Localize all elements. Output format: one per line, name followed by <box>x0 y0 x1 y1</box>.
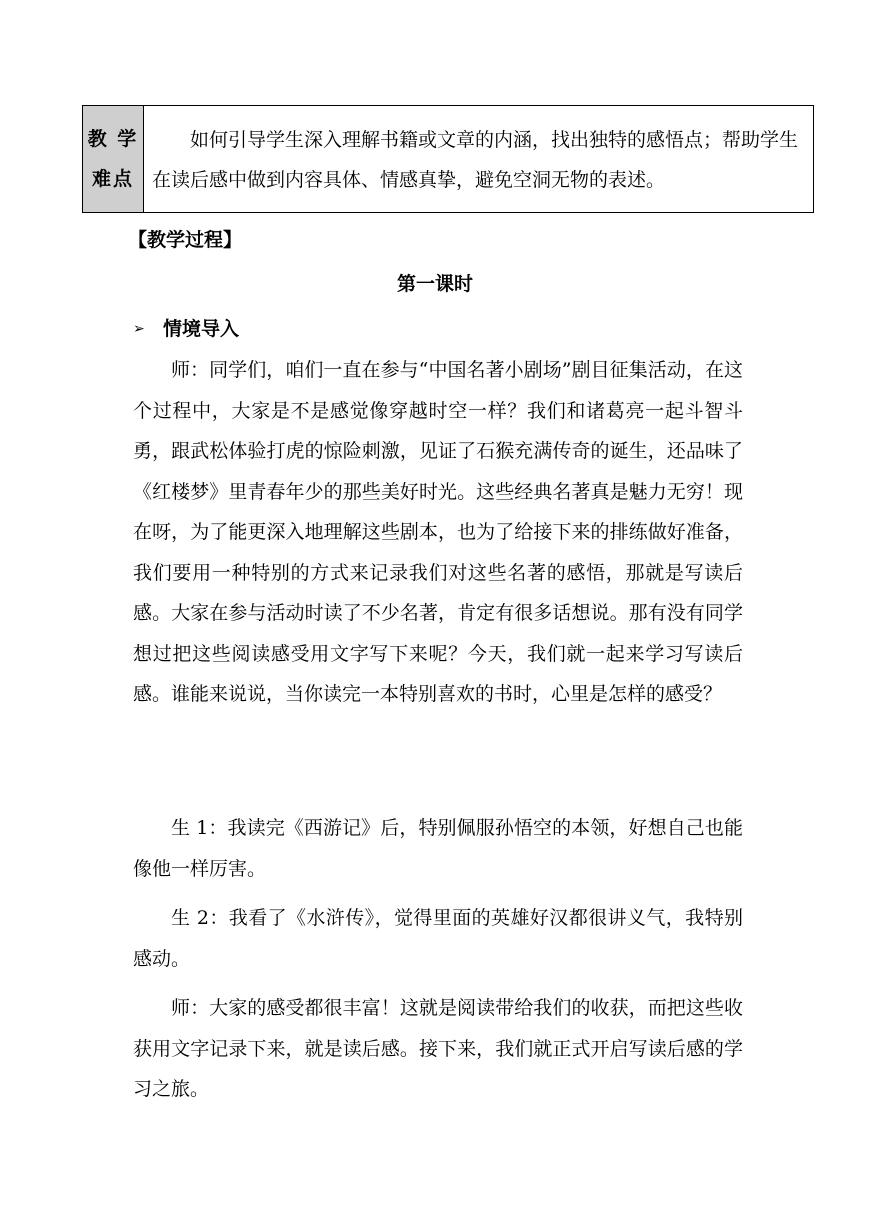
table-label-line1: 教 学 <box>87 128 139 150</box>
arrow-bullet-icon: ➢ <box>133 321 145 337</box>
paragraph: 师：同学们，咱们一直在参与“中国名著小剧场”剧目征集活动，在这个过程中，大家是不是感觉像穿越时空一样？我们和诸葛亮一起斗智斗勇，跟武松体验打虎的惊险刺激，见证了石猴充满传奇的诞生，还品味了《红楼梦》里青春年少的那些美好时光。这些经典名著真是魅力无穷！现在呀，为了能更深入地理解这些剧本，也为了给接下来的排练做好准备，我们要用一种特别的方式来记录我们对这些名著的感悟，那就是写读后感。大家在参与活动时读了不少名著，肯定有很多话想说。那有没有同学想过把这些阅读感受用文字写下来呢？今天，我们就一起来学习写读后感。谁能来说说，当你读完一本特别喜欢的书时，心里是怎样的感受？ <box>133 359 743 705</box>
subsection-title: 情境导入 <box>163 318 240 340</box>
table-label-line2: 难点 <box>91 168 134 190</box>
lesson-title: 第一课时 <box>396 273 473 295</box>
paragraph: 生 1：我读完《西游记》后，特别佩服孙悟空的本领，好想自己也能像他一样厉害。 <box>133 817 743 880</box>
table-label-cell <box>83 106 144 212</box>
subsection-heading <box>133 315 239 343</box>
paragraph: 生 2：我看了《水浒传》，觉得里面的英雄好汉都很讲义气，我特别感动。 <box>133 907 743 970</box>
table-content-cell: 如何引导学生深入理解书籍或文章的内涵，找出独特的感悟点；帮助学生在读后感中做到内容具体、情感真挚，避免空洞无物的表述。 <box>152 129 799 191</box>
paragraph: 师：大家的感受都很丰富！这就是阅读带给我们的收获，而把这些收获用文字记录下来，就是读后感。接下来，我们就正式开启写读后感的学习之旅。 <box>133 997 743 1100</box>
teaching-difficulty-table <box>82 105 814 213</box>
section-heading: 【教学过程】 <box>128 229 243 251</box>
